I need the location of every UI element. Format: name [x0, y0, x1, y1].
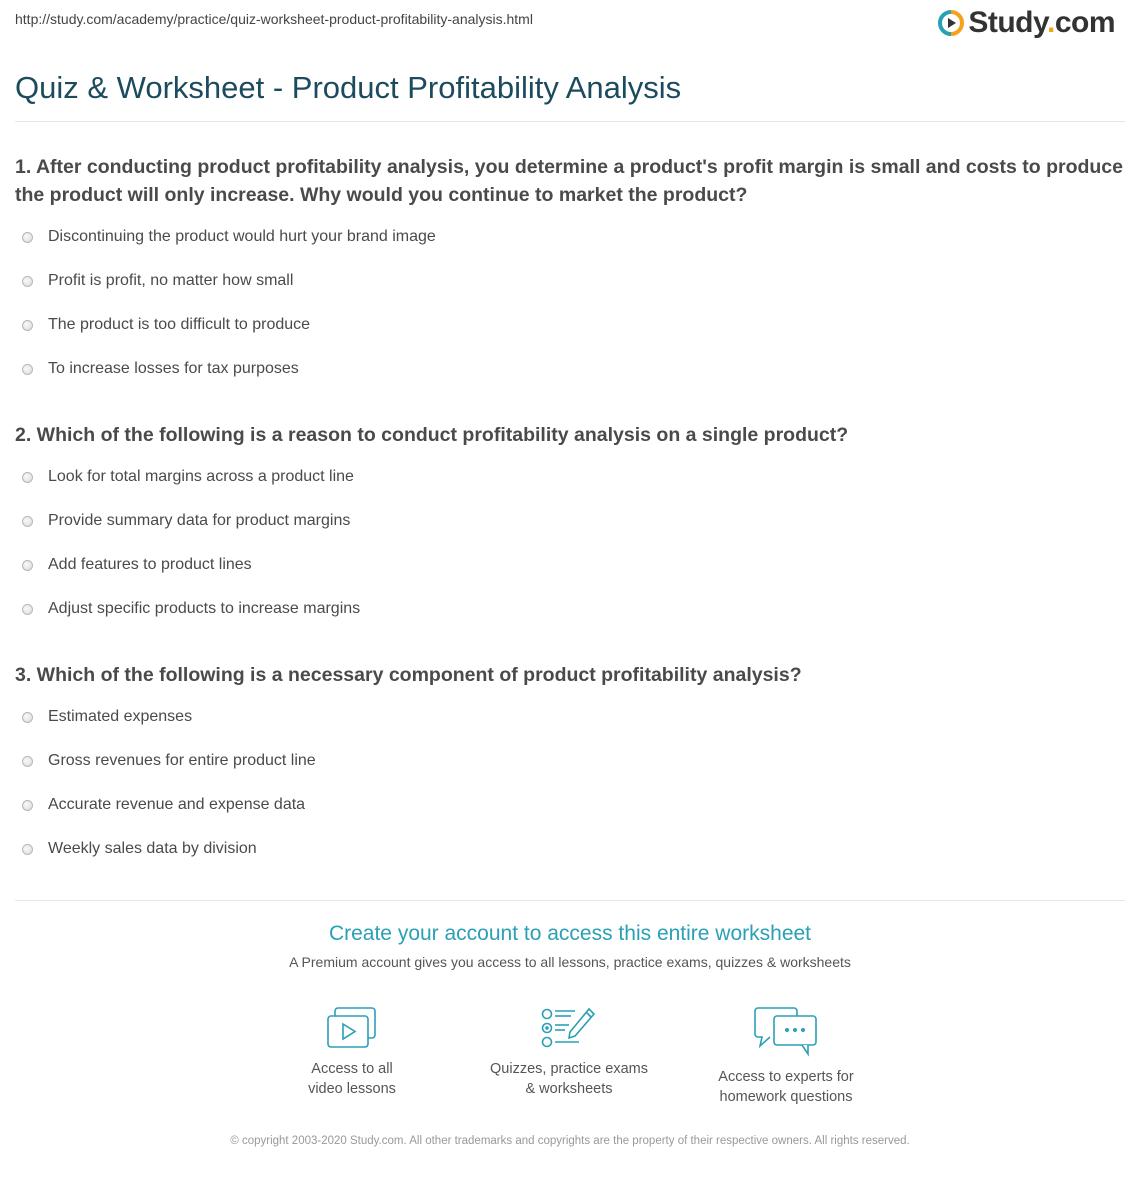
page-title: Quiz & Worksheet - Product Profitability Analysis [15, 70, 682, 105]
chat-bubbles-icon [754, 1006, 818, 1058]
radio-button[interactable] [22, 604, 33, 615]
radio-button[interactable] [22, 560, 33, 571]
question-1: 1. After conducting product profitability analysis, you determine a product's profit margin is small and costs to produce the product will only increase. Why would you continue to market the product? [15, 156, 1123, 206]
q1-option-2[interactable]: Profit is profit, no matter how small [22, 272, 293, 290]
divider [15, 121, 1125, 122]
radio-button[interactable] [22, 276, 33, 287]
radio-button[interactable] [22, 844, 33, 855]
radio-button[interactable] [22, 516, 33, 527]
footer-copyright: © copyright 2003-2020 Study.com. All other trademarks and copyrights are the property of their respective owners. All rights reserved. [230, 1135, 910, 1147]
q3-option-1[interactable]: Estimated expenses [22, 708, 192, 726]
feature-label: & worksheets [525, 1081, 613, 1097]
divider [15, 900, 1125, 901]
radio-button[interactable] [22, 800, 33, 811]
play-circle-icon [938, 10, 964, 36]
feature-video-lessons [257, 1006, 447, 1099]
feature-label: video lessons [308, 1081, 396, 1097]
radio-button[interactable] [22, 364, 33, 375]
video-lessons-icon [326, 1006, 378, 1050]
radio-button[interactable] [22, 756, 33, 767]
page-url: http://study.com/academy/practice/quiz-worksheet-product-profitability-analysis.html [15, 11, 533, 27]
q2-option-4[interactable]: Adjust specific products to increase margins [22, 600, 360, 618]
feature-quizzes [474, 1006, 664, 1099]
quiz-checklist-icon [541, 1006, 597, 1050]
cta-subtitle: A Premium account gives you access to all lessons, practice exams, quizzes & worksheets [289, 954, 851, 970]
q1-option-4[interactable]: To increase losses for tax purposes [22, 360, 299, 378]
feature-label: Access to all [311, 1061, 393, 1077]
radio-button[interactable] [22, 472, 33, 483]
q1-option-3[interactable]: The product is too difficult to produce [22, 316, 310, 334]
question-3: 3. Which of the following is a necessary component of product profitability analysis? [15, 664, 802, 686]
radio-button[interactable] [22, 232, 33, 243]
cta-title[interactable]: Create your account to access this entire worksheet [328, 922, 812, 945]
q1-option-1[interactable]: Discontinuing the product would hurt your brand image [22, 228, 436, 246]
study-logo[interactable]: Study.com [938, 6, 1115, 40]
q2-option-2[interactable]: Provide summary data for product margins [22, 512, 350, 530]
feature-label: homework questions [719, 1089, 853, 1105]
q2-option-3[interactable]: Add features to product lines [22, 556, 252, 574]
feature-experts [691, 1006, 881, 1107]
q2-option-1[interactable]: Look for total margins across a product line [22, 468, 354, 486]
feature-label: Quizzes, practice exams [490, 1061, 648, 1077]
radio-button[interactable] [22, 320, 33, 331]
q3-option-4[interactable]: Weekly sales data by division [22, 840, 257, 858]
feature-label: Access to experts for [718, 1069, 854, 1085]
q3-option-2[interactable]: Gross revenues for entire product line [22, 752, 316, 770]
radio-button[interactable] [22, 712, 33, 723]
question-2: 2. Which of the following is a reason to conduct profitability analysis on a single product? [15, 424, 849, 446]
logo-text: Study [968, 6, 1047, 39]
q3-option-3[interactable]: Accurate revenue and expense data [22, 796, 305, 814]
